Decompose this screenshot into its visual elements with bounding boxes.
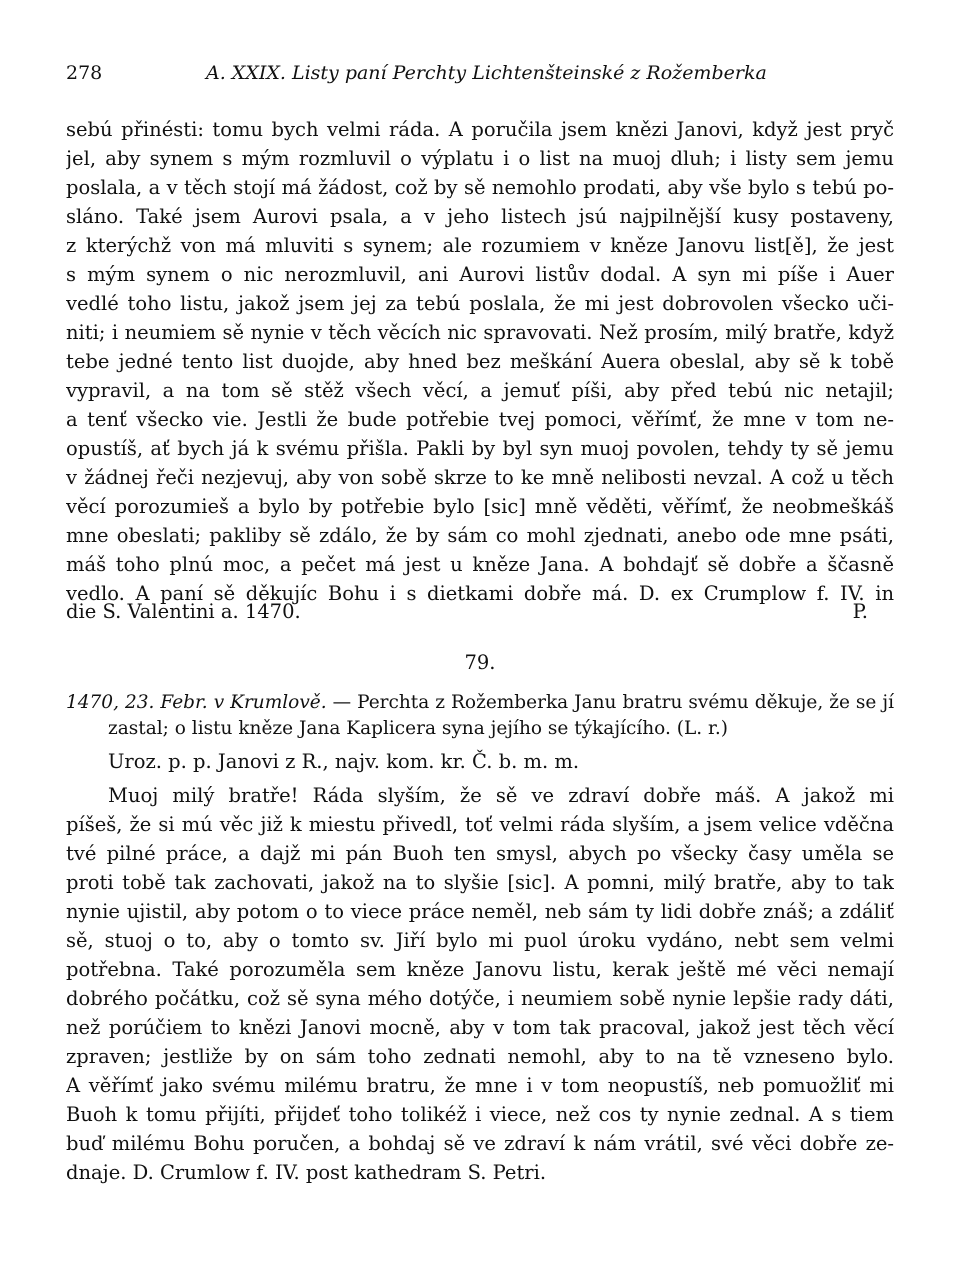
signature: P. [852, 600, 868, 623]
regest-date: 1470, 23. Febr. v Krumlově. [66, 692, 327, 713]
letter-address: Uroz. p. p. Janovi z R., najv. kom. kr. Č. b. m. m. [108, 750, 580, 773]
text-line: vedlo. A paní sě děkujíc Bohu i s dietkami dobře má. D. ex Crumplow f. IV. in [66, 582, 894, 605]
running-head: A. XXIX. Listy paní Perchty Lichtenšteinské z Rožemberka [206, 62, 767, 84]
text-line: sebú přinésti: tomu bych velmi ráda. A poručila jsem knězi Janovi, když jest pryč [66, 118, 894, 141]
text-line: niti; i neumiem sě nynie v těch věcích nic spravovati. Než prosím, milý bratře, když [66, 321, 894, 344]
text-line: A věřímť jako svému milému bratru, že mne i v tom neopustíš, neb pomuožliť mi [66, 1074, 894, 1097]
text-line: s mým synem o nic nerozmluvil, ani Aurovi listův dodal. A syn mi píše i Auer [66, 263, 894, 286]
text-line: zpraven; jestliže by on sám toho zednati nemohl, aby to na tě vzneseno bylo. [66, 1045, 894, 1068]
text-line: dnaje. D. Crumlow f. IV. post kathedram S. Petri. [66, 1161, 547, 1184]
text-line: Muoj milý bratře! Ráda slyším, že sě ve zdraví dobře máš. A jakož mi [108, 784, 894, 807]
text-line: tvé pilné práce, a dajž mi pán Buoh ten smysl, abych po všecky časy uměla se [66, 842, 894, 865]
regest-text: — Perchta z Rožemberka Janu bratru svému děkuje, že se jí [326, 692, 894, 713]
text-line: jel, aby synem s mým rozmluvil o výplatu i o list na muoj dluh; i listy sem jemu [66, 147, 894, 170]
page-number: 278 [66, 62, 103, 84]
text-line: vedlé toho listu, jakož jsem jej za tebú poslala, že mi jest dobrovolen všecko uči- [66, 292, 894, 315]
text-line: buď milému Bohu poručen, a bohdaj sě ve zdraví k nám vrátil, své věci dobře ze- [66, 1132, 894, 1155]
text-line: z kterýchž von má mluviti s synem; ale rozumiem v kněze Janovu list[ě], že jest [66, 234, 894, 257]
regest-line: zastal; o listu kněze Jana Kaplicera syna jejího se týkajícího. (L. r.) [108, 718, 728, 739]
text-line: Buoh k tomu přijíti, přijdeť toho tolikéž i viece, než cos ty nynie zednal. A s tiem [66, 1103, 894, 1126]
regest-line [66, 690, 894, 716]
text-line: než porúčiem to knězi Janovi mocně, aby v tom tak pracoval, jakož jest těch věcí [66, 1016, 894, 1039]
text-line: poslala, a v těch stojí má žádost, což by sě nemohlo prodati, aby vše bylo s tebú po- [66, 176, 894, 199]
page-header [66, 62, 894, 92]
text-line: v žádnej řeči nezjevuj, aby von sobě skrze to ke mně nelibosti nevzal. A což u těch [66, 466, 894, 489]
closing-date: die S. Valentini a. 1470. [66, 600, 301, 623]
text-line: máš toho plnú moc, a pečet má jest u kněze Jana. A bohdajť sě dobře a ščasně [66, 553, 894, 576]
text-line: a tenť všecko vie. Jestli že bude potřebie tvej pomoci, věřímť, že mne v tom ne- [66, 408, 894, 431]
text-line: sláno. Také jsem Aurovi psala, a v jeho listech jsú najpilnější kusy postaveny, [66, 205, 894, 228]
text-line: sě, stuoj o to, aby o tomto sv. Jiří bylo mi puol úroku vydáno, nebt sem velmi [66, 929, 894, 952]
closing-row [66, 600, 894, 629]
text-line: tebe jedné tento list duojde, aby hned bez meškání Auera obeslal, aby sě k tobě [66, 350, 894, 373]
text-line: potřebna. Také porozuměla sem kněze Janovu listu, kerak ještě mé věci nemají [66, 958, 894, 981]
text-line: píšeš, že si mú věc již k miestu přivedl, toť velmi ráda slyším, a jsem velice vděčna [66, 813, 894, 836]
text-line: dobrého počátku, což sě syna mého dotýče, i neumiem sobě nynie lepšie rady dáti, [66, 987, 894, 1010]
text-line: věcí porozumieš a bylo by potřebie bylo [sic] mně věděti, věřímť, že neobmeškáš [66, 495, 894, 518]
text-line: opustíš, ať bych já k svému přišla. Pakli by byl syn muoj povolen, tehdy ty sě jemu [66, 437, 894, 460]
document-number: 79. [464, 651, 496, 674]
text-line: mne obeslati; pakliby sě zdálo, že by sám co mohl zjednati, anebo ode mne psáti, [66, 524, 894, 547]
text-line: vypravil, a na tom sě stěž všech věcí, a jemuť píši, aby před tebú nic netajil; [66, 379, 894, 402]
text-line: nynie ujistil, aby potom o to viece práce neměl, neb sám ty lidi dobře znáš; a zdáliť [66, 900, 894, 923]
text-line: proti tobě tak zachovati, jakož na to slyšie [sic]. A pomni, milý bratře, aby to tak [66, 871, 894, 894]
